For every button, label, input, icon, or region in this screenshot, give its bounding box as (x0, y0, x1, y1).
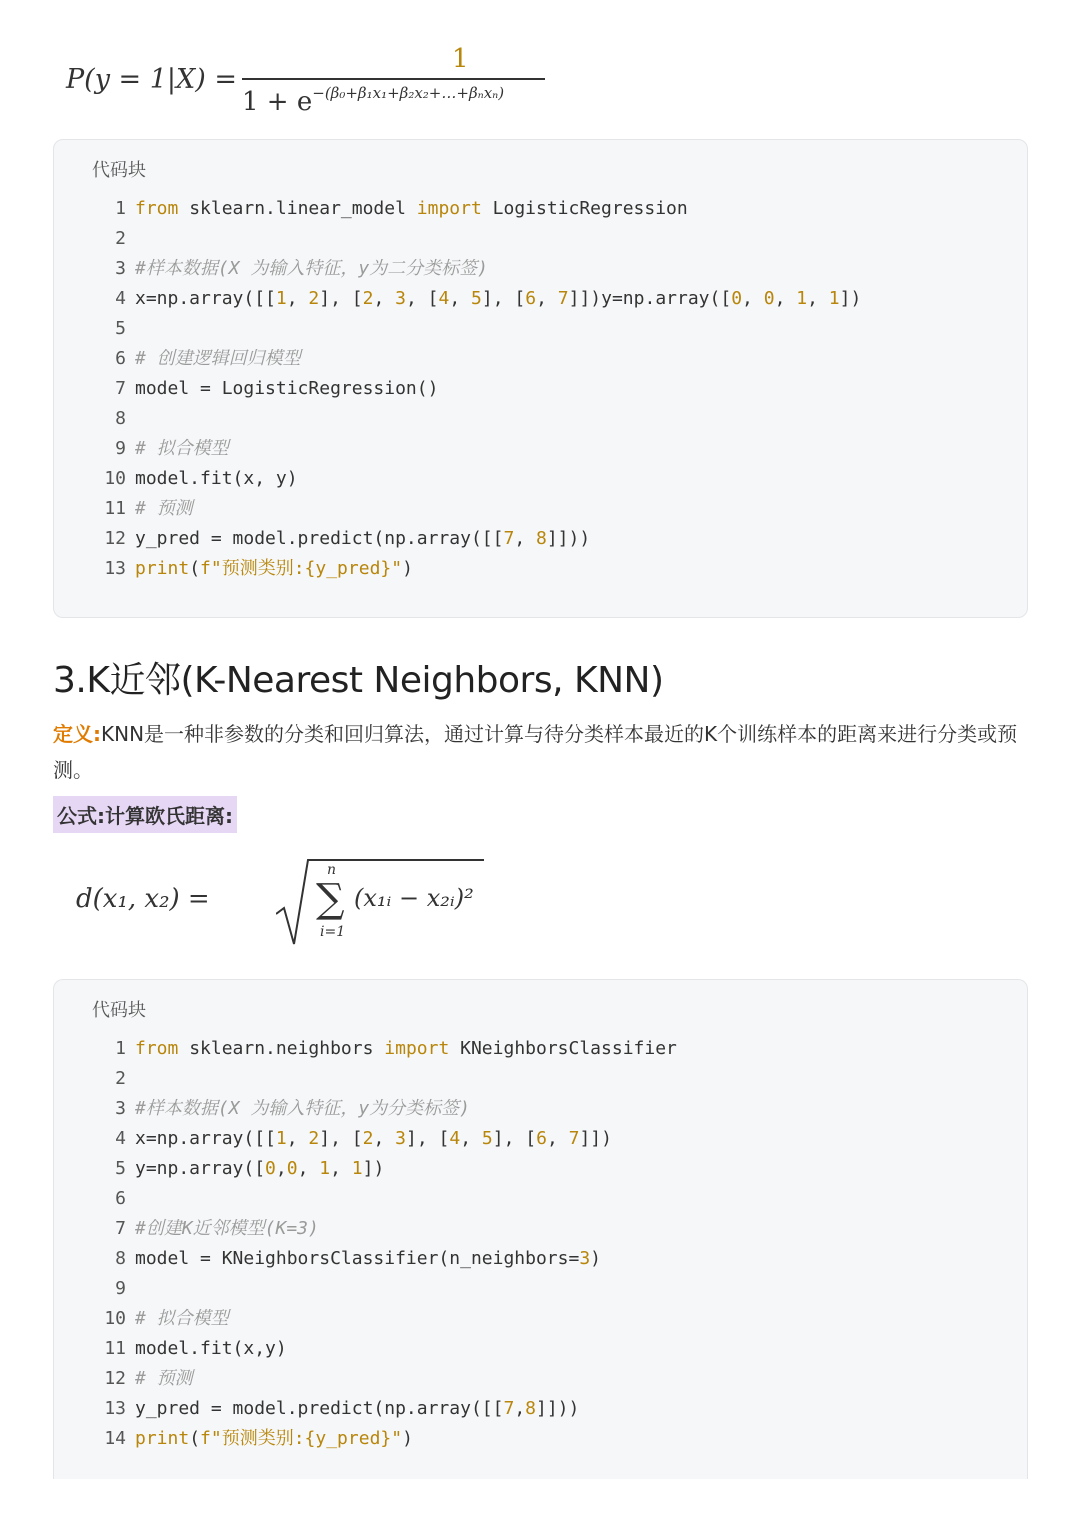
code-text: , (514, 528, 536, 549)
code-text: x=np.array([[ (135, 288, 276, 309)
code-number: 4 (438, 288, 450, 309)
code-number: 0 (763, 288, 775, 309)
line-number: 14 (104, 1428, 126, 1449)
line-number: 9 (115, 1278, 126, 1299)
code-line (54, 1274, 1027, 1304)
code-text: model = KNeighborsClassifier(n_neighbors= (135, 1248, 580, 1269)
code-text: ]])) (536, 1398, 580, 1419)
code-text: y_pred = model.predict(np.array([[ (135, 1398, 504, 1419)
code-number: 3 (395, 1128, 406, 1149)
code-line (54, 1184, 1027, 1214)
code-comment: # 预测 (135, 498, 193, 519)
code-number: 7 (503, 1398, 515, 1419)
code-line (54, 1094, 1027, 1124)
code-line (54, 224, 1027, 254)
code-number: 7 (503, 528, 515, 549)
code-text: ]) (362, 1158, 385, 1179)
line-number: 9 (115, 438, 126, 459)
code-number: 1 (275, 1128, 287, 1149)
code-number: 1 (319, 1158, 331, 1179)
code-number: 2 (308, 288, 320, 309)
line-number: 3 (115, 1098, 126, 1119)
code-text: ) (590, 1248, 602, 1269)
definition-label: 定义: (53, 722, 101, 746)
code-text: , (774, 288, 797, 309)
code-line (54, 1064, 1027, 1094)
sum-symbol: ∑ (316, 876, 345, 922)
code-text: KNeighborsClassifier (449, 1038, 677, 1059)
code-line (54, 1214, 1027, 1244)
code-block-header: 代码块 (92, 160, 146, 181)
code-text: , (330, 1158, 352, 1179)
denominator-base: 1 + e (242, 87, 313, 117)
code-number: 0 (286, 1158, 298, 1179)
formula-numerator: 1 (452, 44, 469, 74)
code-comment: #样本数据(X 为输入特征，y为分类标签) (135, 1098, 471, 1119)
code-text: LogisticRegression (481, 198, 688, 219)
code-comment: # 拟合模型 (135, 438, 229, 459)
code-text: ( (189, 1428, 201, 1449)
code-line (54, 404, 1027, 434)
code-number: 0 (265, 1158, 276, 1179)
formula-denominator (242, 84, 504, 117)
code-line (54, 254, 1027, 284)
code-text: ], [ (319, 288, 363, 309)
code-number: 6 (525, 288, 537, 309)
logistic-formula (66, 40, 586, 120)
keyword: print (135, 558, 190, 579)
code-line (54, 374, 1027, 404)
code-line (54, 344, 1027, 374)
line-number: 2 (115, 1068, 126, 1089)
code-number: 1 (351, 1158, 363, 1179)
code-line (54, 464, 1027, 494)
code-text: y_pred = model.predict(np.array([[ (135, 528, 504, 549)
line-number: 5 (115, 318, 126, 339)
code-line (54, 1124, 1027, 1154)
formula-lhs: P(y = 1|X) = (66, 64, 237, 95)
code-text: , (807, 288, 829, 309)
code-text: ]) (839, 288, 862, 309)
code-line (54, 1154, 1027, 1184)
denominator-exponent: −(β₀+β₁x₁+β₂x₂+…+βₙxₙ) (312, 84, 505, 102)
formula-body: (x₁ᵢ − x₂ᵢ)² (354, 884, 474, 912)
code-number: 2 (308, 1128, 320, 1149)
code-line (54, 494, 1027, 524)
line-number: 8 (115, 408, 126, 429)
definition-paragraph (53, 716, 1028, 788)
code-number: 5 (481, 1128, 493, 1149)
code-text: , (449, 288, 472, 309)
line-number: 11 (104, 1338, 126, 1359)
line-number: 12 (104, 1368, 126, 1389)
code-number: 3 (579, 1248, 591, 1269)
code-number: 2 (362, 288, 374, 309)
line-number: 3 (115, 258, 126, 279)
code-line (54, 554, 1027, 584)
code-number: 1 (828, 288, 840, 309)
line-number: 10 (104, 1308, 126, 1329)
line-number: 13 (104, 558, 126, 579)
line-number: 10 (104, 468, 126, 489)
keyword: print (135, 1428, 190, 1449)
code-number: 8 (536, 528, 547, 549)
code-string: f"预测类别:{y_pred}" (200, 558, 403, 579)
code-block-header: 代码块 (92, 1000, 146, 1021)
line-number: 13 (104, 1398, 126, 1419)
line-number: 4 (115, 1128, 126, 1149)
code-block-knn (53, 979, 1028, 1479)
code-number: 1 (275, 288, 287, 309)
line-number: 7 (115, 1218, 126, 1239)
line-number: 12 (104, 528, 126, 549)
keyword: from (135, 198, 179, 219)
line-number: 6 (115, 1188, 126, 1209)
code-text: ( (189, 558, 201, 579)
code-line (54, 1394, 1027, 1424)
code-text: ]])) (546, 528, 591, 549)
code-number: 2 (362, 1128, 374, 1149)
code-text: , (536, 288, 558, 309)
formula-label-highlight: 公式:计算欧氏距离: (53, 796, 237, 833)
code-line (54, 314, 1027, 344)
code-number: 7 (568, 1128, 580, 1149)
code-text: ) (402, 558, 413, 579)
code-comment: # 拟合模型 (135, 1308, 229, 1329)
code-comment: # 预测 (135, 1368, 193, 1389)
line-number: 6 (115, 348, 126, 369)
sum-lower-limit: i=1 (320, 924, 346, 940)
section-heading: 3.K近邻(K-Nearest Neighbors, KNN) (53, 660, 664, 701)
keyword: import (384, 1038, 450, 1059)
line-number: 1 (115, 1038, 126, 1059)
code-number: 1 (796, 288, 808, 309)
line-number: 8 (115, 1248, 126, 1269)
line-number: 4 (115, 288, 126, 309)
code-line (54, 1034, 1027, 1064)
code-line (54, 524, 1027, 554)
code-text: , (514, 1398, 526, 1419)
code-text: y=np.array([ (135, 1158, 266, 1179)
code-number: 3 (395, 288, 406, 309)
code-line (54, 1304, 1027, 1334)
euclidean-formula (76, 850, 474, 950)
code-text: ]]) (579, 1128, 612, 1149)
code-text: , (373, 1128, 396, 1149)
code-number: 4 (449, 1128, 461, 1149)
code-text: x=np.array([[ (135, 1128, 276, 1149)
sum-upper-limit: n (327, 862, 337, 878)
code-text: , (286, 1128, 309, 1149)
code-text: , (373, 288, 396, 309)
code-line (54, 1334, 1027, 1364)
code-comment: #创建K近邻模型(K=3) (135, 1218, 319, 1239)
code-text: sklearn.linear_model (178, 198, 417, 219)
code-text: , (297, 1158, 320, 1179)
line-number: 5 (115, 1158, 126, 1179)
code-line (54, 434, 1027, 464)
code-text: ]])y=np.array([ (568, 288, 732, 309)
code-line (54, 1244, 1027, 1274)
code-text: model.fit(x, y) (135, 468, 298, 489)
code-text: ], [ (481, 288, 526, 309)
code-number: 6 (536, 1128, 547, 1149)
line-number: 2 (115, 228, 126, 249)
line-number: 1 (115, 198, 126, 219)
code-text: model = LogisticRegression() (135, 378, 439, 399)
code-text: ], [ (319, 1128, 363, 1149)
code-line (54, 284, 1027, 314)
line-number: 11 (104, 498, 126, 519)
fraction-bar (242, 78, 545, 80)
code-line (54, 1364, 1027, 1394)
code-string: f"预测类别:{y_pred}" (200, 1428, 403, 1449)
code-line (54, 194, 1027, 224)
code-text: , (742, 288, 764, 309)
code-number: 5 (471, 288, 482, 309)
code-text: , (286, 288, 309, 309)
code-text: model.fit(x,y) (135, 1338, 287, 1359)
code-line (54, 1424, 1027, 1454)
code-text: ], [ (492, 1128, 537, 1149)
code-number: 8 (525, 1398, 536, 1419)
code-number: 7 (557, 288, 569, 309)
code-text: , (546, 1128, 569, 1149)
code-block-logistic (53, 139, 1028, 618)
keyword: from (135, 1038, 179, 1059)
code-text: , (275, 1158, 287, 1179)
line-number: 7 (115, 378, 126, 399)
code-text: , [ (406, 288, 439, 309)
keyword: import (416, 198, 482, 219)
definition-text: KNN是一种非参数的分类和回归算法，通过计算与待分类样本最近的K个训练样本的距离来进行分类或预测。 (53, 722, 1018, 782)
code-text: sklearn.neighbors (178, 1038, 385, 1059)
code-number: 0 (731, 288, 743, 309)
code-comment: #样本数据(X 为输入特征，y为二分类标签) (135, 258, 489, 279)
formula-lhs: d(x₁, x₂) = (76, 884, 210, 914)
code-comment: # 创建逻辑回归模型 (135, 348, 301, 369)
code-text: ], [ (406, 1128, 450, 1149)
code-text: , (460, 1128, 482, 1149)
code-text: ) (402, 1428, 413, 1449)
